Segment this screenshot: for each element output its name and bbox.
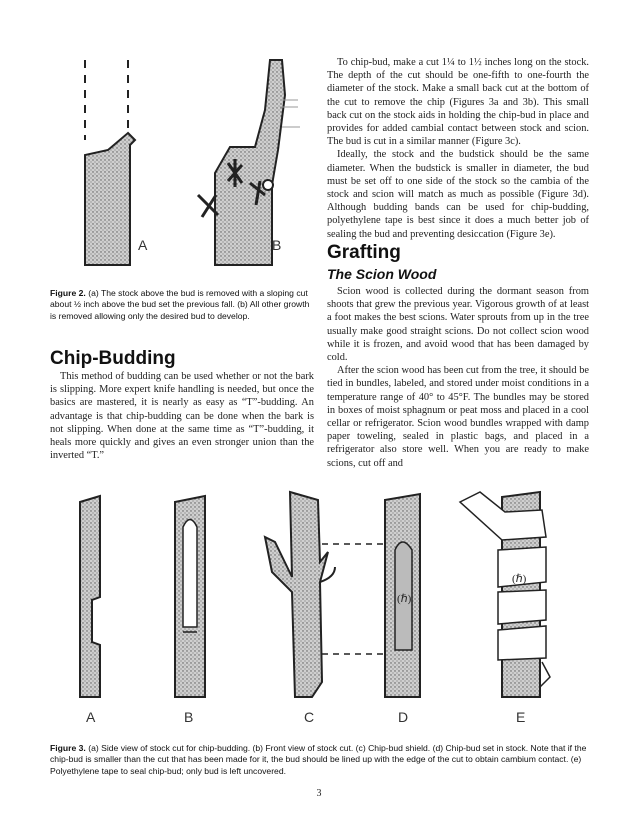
polyethylene-tape-wraps	[460, 492, 546, 660]
figure-3-label-e: E	[516, 709, 526, 725]
figure-2-caption-bold: Figure 2.	[50, 288, 86, 298]
stock-cut-window	[183, 520, 197, 628]
chip-budding-heading: Chip-Budding	[50, 348, 176, 369]
figure-3-label-b: B	[184, 709, 194, 725]
figure-3-label-d: D	[398, 709, 409, 725]
stock-b-trunk	[215, 60, 285, 265]
stock-side-view	[80, 496, 100, 697]
chip-budding-paragraph: This method of budding can be used whether or not the bark is slipping. More expert knife handling is needed, but once the basics are mastered, it is nearly as easy as “T”-budding. An advantage is that chip-budding can be done when the bark is not slipping. When done at the same time as “T”-budding, it heals more quickly and gives an even stronger union than the inverted “T.”	[50, 371, 314, 462]
figure-2-label-b: B	[272, 237, 282, 253]
chip-bud-paragraph-2: Ideally, the stock and the budstick should be the same diameter. When the budstick is smaller in diameter, the bud must be set off to one side of the stock so the cambia of the stock and scion will match as much as possible (Figure 3d). Although budding bands can be used for chip-budding, polyethylene tape is best since it does a much better job of sealing the bud and preventing desiccation (Figure 3e).	[327, 149, 589, 240]
figure-3-caption	[50, 743, 590, 777]
figure-3-caption-text: (a) Side view of stock cut for chip-budding. (b) Front view of stock cut. (c) Chip-bud shield. (d) Chip-bud set in stock. Note that if the chip-bud is smaller than the cut that has been made for it, the bud should be lined up with the edge of the cut to obtain cambium contact. (e) Polyethylene tape to seal chip-bud; only bud is left uncovered.	[50, 743, 587, 776]
figure-3-label-c: C	[304, 709, 315, 725]
chip-bud-instructions	[327, 56, 589, 241]
bud-mark-e: (ℏ)	[512, 573, 527, 585]
scion-wood-subheading: The Scion Wood	[327, 266, 437, 282]
bud-mark-d: (ℏ)	[397, 593, 412, 605]
figure-2-label-a: A	[138, 237, 148, 253]
chip-budding-body	[50, 370, 314, 462]
stock-a-trunk	[85, 133, 135, 265]
figure-3-illustration	[50, 482, 590, 727]
grafting-heading: Grafting	[327, 242, 401, 263]
figure-2-illustration	[60, 55, 310, 280]
chip-bud-shield	[265, 492, 328, 697]
figure-2-caption-text: (a) The stock above the bud is removed with a sloping cut about ½ inch above the bud set the previous fall. (b) All other growth is removed allowing only the desired bud to develop.	[50, 288, 310, 321]
figure-2-caption	[50, 288, 313, 322]
scion-wood-paragraph-1: Scion wood is collected during the dormant season from shoots that grew the previous year. Vigorous growth of at least a foot makes the best scions. Water sprouts from up in the tree usually make good straight scions. Do not collect scion wood while it is frozen, and avoid wood that has been damaged by cold.	[327, 286, 589, 364]
figure-3-caption-bold: Figure 3.	[50, 743, 86, 753]
page-number: 3	[316, 788, 322, 799]
desired-bud	[263, 180, 273, 190]
chip-bud-paragraph-1: To chip-bud, make a cut 1¼ to 1½ inches long on the stock. The depth of the cut should be one-fifth to one-fourth the diameter of the stock. Make a small back cut at the bottom of the cut to remove the chip (Figures 3a and 3b). This small back cut on the stock aids in holding the chip-bud in place and provides for added cambial contact between stock and scion. The bud is cut in a similar manner (Figure 3c).	[327, 57, 589, 148]
scion-wood-paragraph-2: After the scion wood has been cut from the tree, it should be tied in bundles, labeled, and stored under moist conditions in a temperature range of 40° to 45°F. The bundles may be stored in boxes of moist sphagnum or peat moss and placed in a cool cellar or refrigerator. Scion wood bundles wrapped with damp paper toweling, sealed in plastic bags, and placed in a refrigerator also store well. When you are ready to make scions, cut off and	[327, 365, 589, 469]
scion-wood-body	[327, 285, 589, 470]
figure-3-label-a: A	[86, 709, 96, 725]
